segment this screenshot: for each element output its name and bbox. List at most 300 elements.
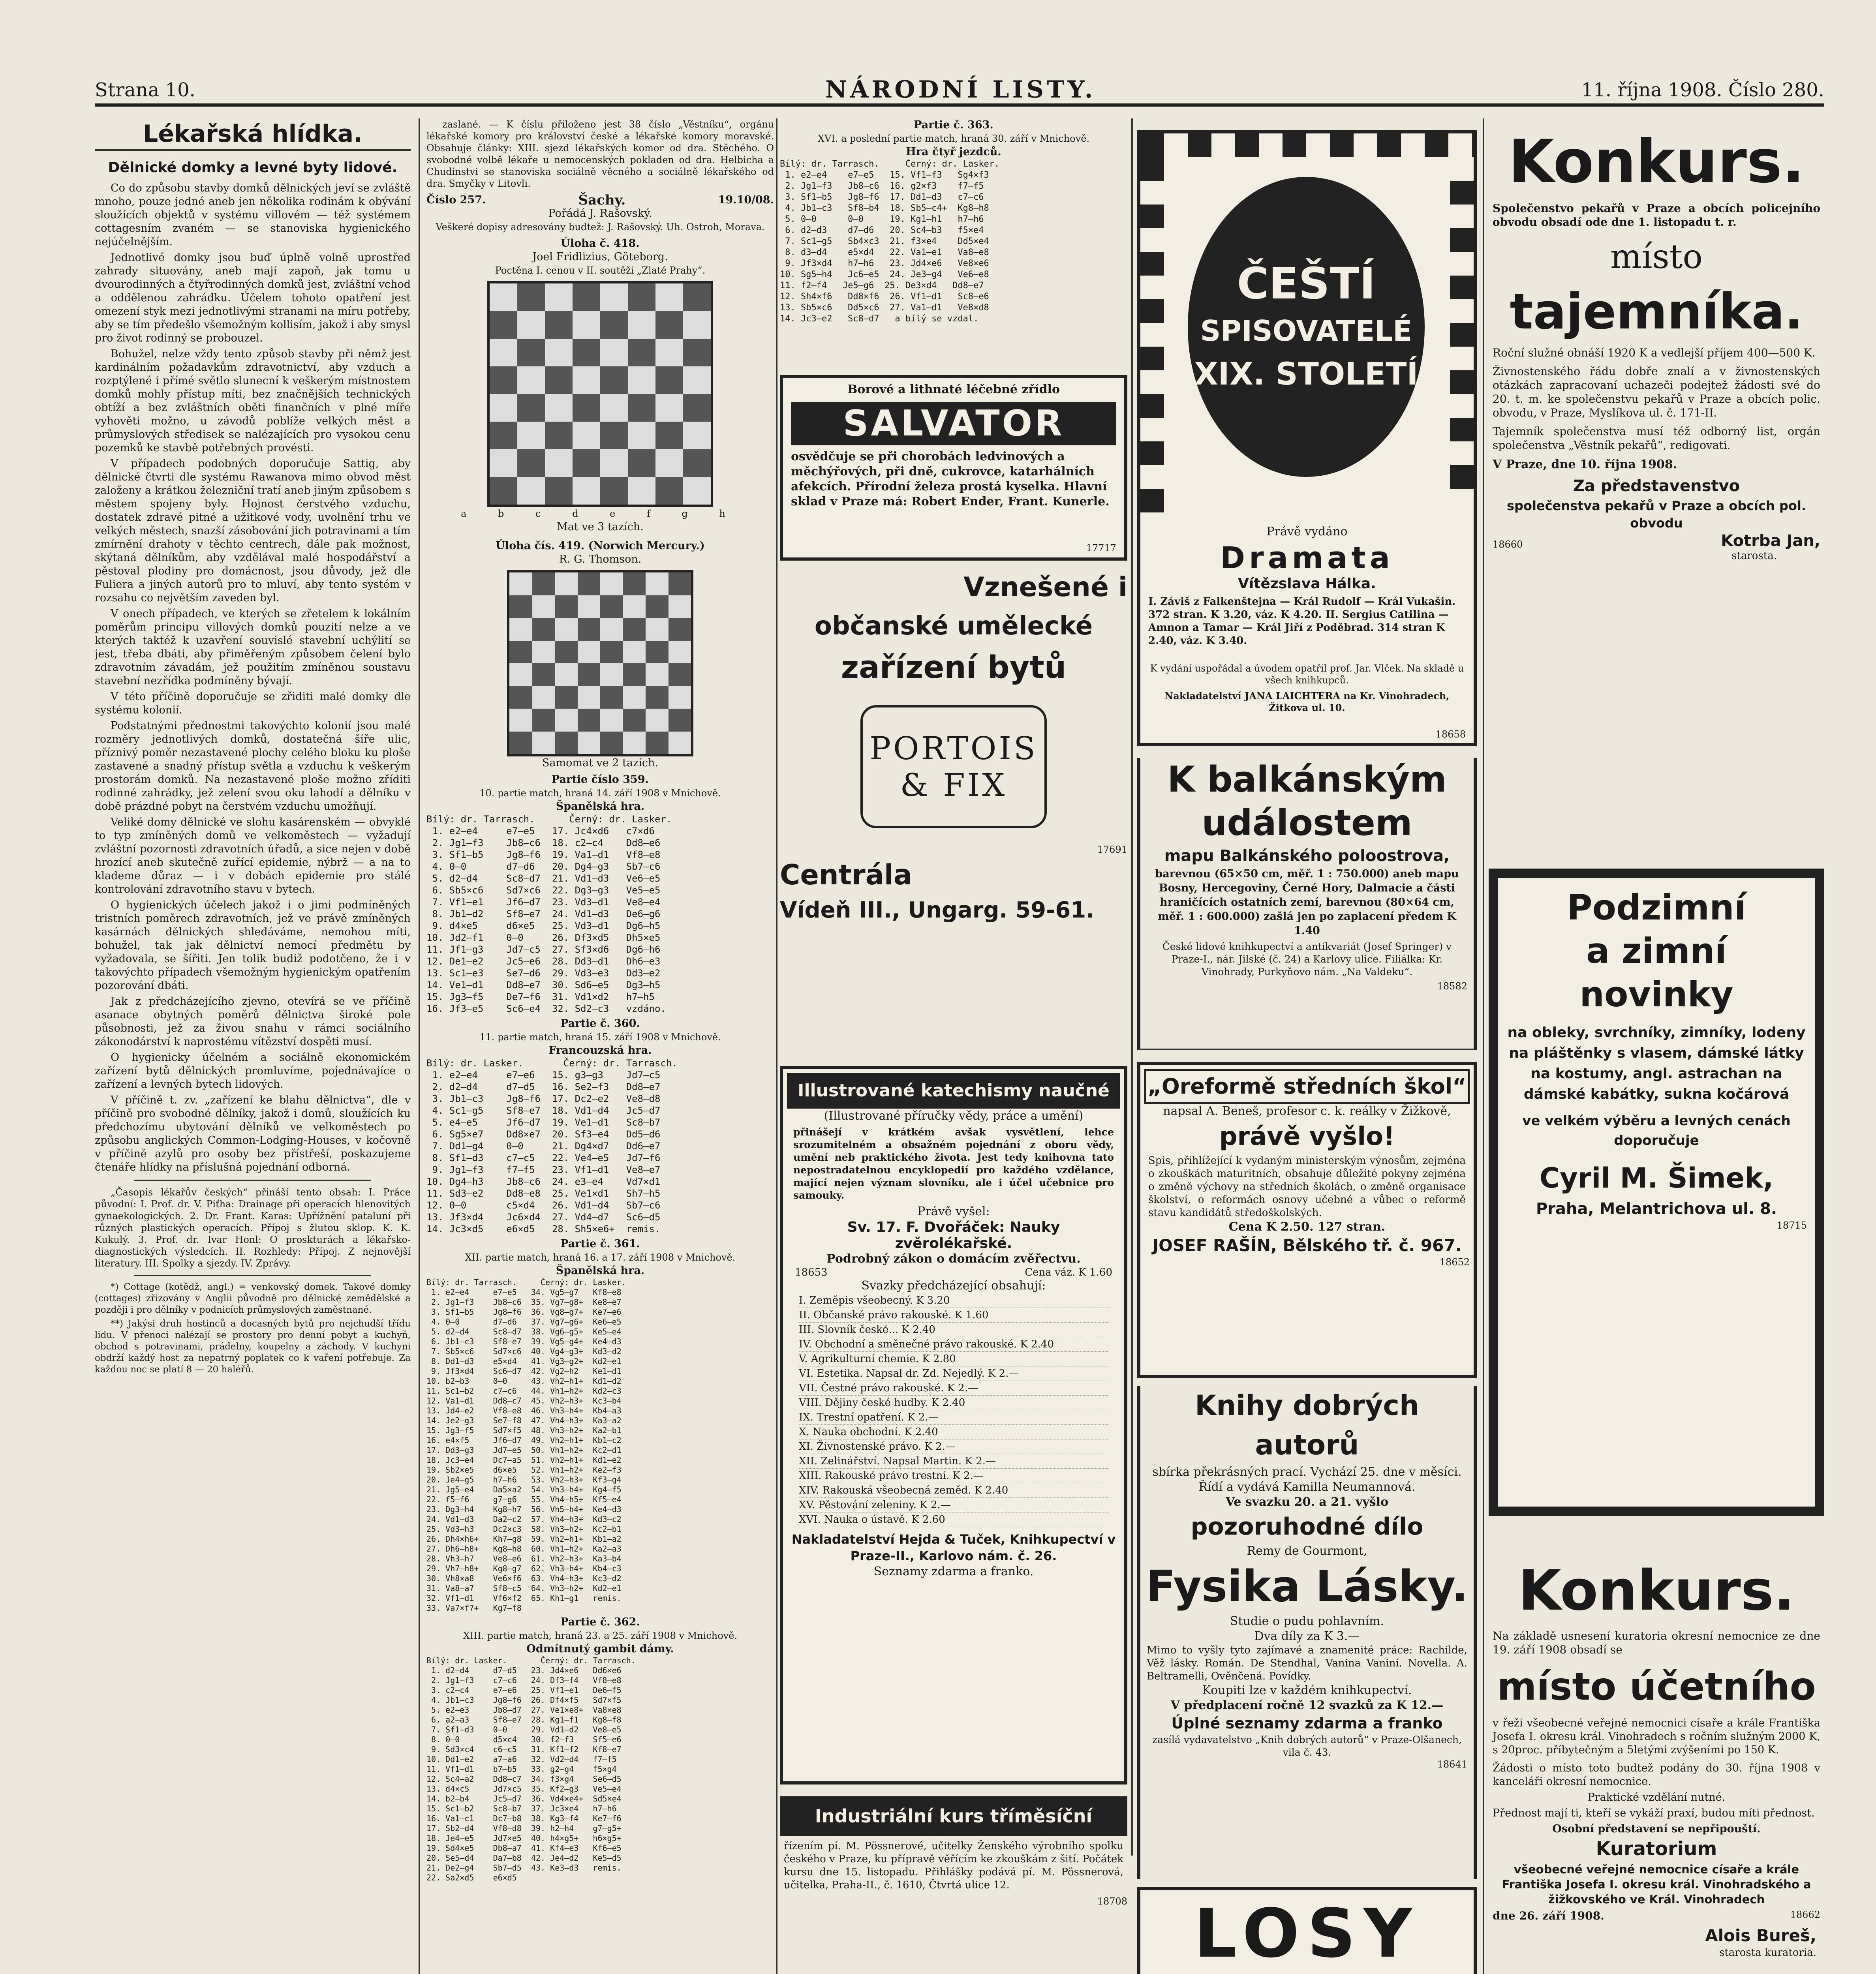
checker-border <box>1450 157 1474 512</box>
ad-subtitle: Studie o pudu pohlavním. <box>1230 1614 1384 1628</box>
ad-brand: SALVATOR <box>791 402 1116 445</box>
issue-date: 11. října 1908. Číslo 280. <box>1581 79 1824 101</box>
column-chess <box>426 118 774 1974</box>
board-square <box>655 477 683 505</box>
board-square <box>490 311 517 339</box>
board-square <box>555 709 578 732</box>
ad-text: Živnostenského řádu dobře znalí a v živnostenských otázkách zapracovaní uchazeči podejtež žádosti své do 20. t. m. ke společenstvu pekařů v Praze a obcích polic. obvodu, v Praze, Myslíkova ul. č. 171-II. <box>1493 365 1820 419</box>
board-square <box>545 339 573 366</box>
board-square <box>555 595 578 618</box>
ad-text: sbírka překrásných prací. Vychází 25. dne v měsíci. Řídí a vydává Kamilla Neumannová. <box>1152 1465 1462 1494</box>
board-square <box>646 709 669 732</box>
board-square <box>646 663 669 686</box>
board-square <box>628 283 655 311</box>
ad-title: Konkurs. <box>1518 1559 1795 1623</box>
chess-address: Veškeré dopisy adresovány budtež: J. Rašovský. Uh. Ostroh, Morava. <box>436 221 765 233</box>
list-item: IV. Obchodní a směnečné právo rakouské. K 2.40 <box>799 1337 1108 1352</box>
board-square <box>490 283 517 311</box>
checker-border <box>1140 133 1474 157</box>
ad-date: V Praze, dne 10. října 1908. <box>1493 458 1677 471</box>
notice: zaslané. — K číslu přiloženo jest 38 číslo „Věstníku“, orgánu lékařské komory pro království české a lékařské komory moravské. Obsahuje články: XIII. sjezd lékařských komor od dra. Stěchého. O svobodné volbě lékaře u nemocenských pokladen od dra. Helbicha a Chudinstvi se stanoviska sociálně věcného a sociálně lékařského od dra. Smyčky v Litovli. <box>426 119 774 189</box>
game-title: Partie číslo 359. <box>552 773 649 786</box>
game-title: Partie č. 363. <box>914 119 993 131</box>
board-square <box>573 449 600 477</box>
list-item: X. Nauka obchodní. K 2.40 <box>799 1425 1108 1439</box>
board-square <box>517 422 545 449</box>
board-square <box>600 283 628 311</box>
game-subtitle: 10. partie match, hraná 14. září 1908 v Mnichově. <box>479 788 721 799</box>
game-title: Partie č. 362. <box>560 1616 640 1628</box>
board-square <box>545 422 573 449</box>
ad-text: na obleky, svrchníky, zimníky, lodeny na pláštěnky s vlasem, dámské látky na kostumy, angl. astrachan na dámské kabátky, sukna kočárová <box>1507 1025 1806 1102</box>
ad-label: všeobecné veřejné nemocnice císaře a krále Františka Josefa I. okresu král. Vinohradského a žižkovského ve Král. Vinohradech <box>1502 1863 1811 1906</box>
board-square <box>623 641 646 664</box>
ad-text: Žádosti o místo toto budtež podány do 30. října 1908 v kanceláři okresní nemocnice. <box>1493 1762 1820 1788</box>
board-square <box>578 686 601 709</box>
board-square <box>509 663 532 686</box>
column-medical <box>95 118 411 1974</box>
board-square <box>517 394 545 422</box>
board-square <box>655 422 683 449</box>
board-square <box>669 686 691 709</box>
board-square <box>578 572 601 595</box>
board-square <box>669 618 691 641</box>
board-square <box>623 732 646 754</box>
ad-reforma <box>1137 1062 1477 1378</box>
board-square <box>628 422 655 449</box>
ad-title: XIX. STOLETÍ <box>1194 357 1418 392</box>
game-moves: Bílý: dr. Tarrasch. Černý: dr. Lasker. 1. e2—e4 e7—e5 15. Vf1—f3 Sg4×f3 2. Jg1—f3 Jb8—c6 16. g2×f3 f7—f5 3. Sf1—b5 Jg8—f6 17. Dd1—d3 c7—c6 4. Jb1—c3 Sf8—b4 18. Sb5—c4+ Kg8—h8 5. 0—0 0—0 19. Kg1—h1 h7—h6 6. d2—d3 d7—d6 20. Sc4—b3 f5×e4 7. Sc1—g5 Sb4×c3 21. f3×e4 Dd5×e4 8. d3—d4 e5×d4 22. Va1—e1 Va8—e8 9. Jf3×d4 h7—h6 23. Jd4×e6 Ve8×e6 10. Sg5—h4 Jc6—e5 24. Je3—g4 Ve6—e8 11. f2—f4 Je5—g6 25. De3×d4 Dd8—e7 12. Sh4×f6 Dd8×f6 26. Vf1—d1 Sc8—e6 13. Sb5×c6 Dd5×c6 27. Va1—d1 Ve8×d8 14. Jc3—e2 Sc8—d7 a bílý se vzdal. <box>780 159 1000 324</box>
paragraph: Jednotlivé domky jsou buď úplně volně uprostřed zahrady situovány, aneb mají zapoň, jak tomu u dvourodinných a čtyřrodinných domků jest, zvláštní vchod a oddělenou zahrádku. Účelem tohoto opatření jest omezení styk mezi jednotlivými stranami na míru potřeby, aby se tím předešlo všemožným kollisím, jakož i aby smysl pro život rodinný se probouzel. <box>95 251 411 344</box>
board-square <box>573 339 600 366</box>
ad-label: Právě vydáno <box>1266 525 1348 539</box>
board-square <box>600 366 628 394</box>
game-title: Partie č. 361. <box>560 1238 640 1250</box>
ad-label: Kuratorium <box>1596 1838 1717 1860</box>
board-square <box>683 339 711 366</box>
ad-price: Cena váz. K 1.60 <box>1025 1267 1112 1278</box>
board-square <box>683 283 711 311</box>
column-divider <box>1483 118 1484 1974</box>
board-square <box>628 339 655 366</box>
board-square <box>669 709 691 732</box>
ad-title: Konkurs. <box>1508 128 1805 196</box>
board-square <box>517 339 545 366</box>
ad-logo <box>860 705 1047 828</box>
ad-konkurs-nemocnice <box>1489 1556 1824 1974</box>
ad-note: Koupiti lze v každém knihkupectví. <box>1202 1683 1412 1697</box>
paragraph: Jak z předcházejícího zjevno, otevírá se ve příčině asanace obytných poměrů dělnictva široké pole působnosti, jež za živou snahu v rámci sociálního zákonodárství k naprostému vítězství dospěti musí. <box>95 995 411 1048</box>
ad-text: Osobní představení se nepřipouští. <box>1552 1823 1761 1835</box>
ad-label: místo <box>1610 237 1703 276</box>
board-square <box>628 311 655 339</box>
ad-role: starosta. <box>1731 550 1777 562</box>
ad-book-title: Fysika Lásky. <box>1146 1561 1469 1612</box>
chess-title: Šachy. <box>578 192 626 208</box>
board-square <box>646 618 669 641</box>
section-title: Lékařská hlídka. <box>95 118 411 151</box>
board-square <box>628 477 655 505</box>
column-divider <box>419 118 420 1974</box>
list-item: III. Slovník české... K 2.40 <box>799 1323 1108 1337</box>
game-opening: Španělská hra. <box>556 1265 645 1277</box>
board-square <box>532 641 555 664</box>
board-square <box>517 311 545 339</box>
ad-spisovatele <box>1137 130 1477 746</box>
ad-signature: Alois Bureš, <box>1705 1926 1816 1945</box>
board-square <box>509 686 532 709</box>
game-opening: Francouzská hra. <box>548 1044 652 1056</box>
board-square <box>517 283 545 311</box>
game-opening: Španělská hra. <box>556 800 645 812</box>
ad-note: V předplacení ročně 12 svazků za K 12.— <box>1170 1698 1444 1712</box>
paragraph: „Časopis lékařův českých“ přináší tento obsah: I. Práce původní: I. Prof. dr. V. Piťha: Drainage při operacích hlenovitých gynaekologických. 2. Dr. Frant. Karas: Upřížnění pataluní při různých plastických operacích. Přípoj s žlutou sklop. K. K. Kukulý. 3. Prof. dr. Ivar Honl: O proskturách a lékařsko-diagnostických výsledcích. II. Rozhledy: Přípoj. Z nejnovější literatury. III. Spolky a sjezdy. IV. Zprávy. <box>95 1187 411 1269</box>
ad-text: Přednost mají ti, kteří se vykáží praxí, budou míti přednost. <box>1493 1807 1815 1819</box>
board-square <box>600 449 628 477</box>
chess-number: Číslo 257. <box>426 194 486 206</box>
board-square <box>655 366 683 394</box>
paragraph: V případech podobných doporučuje Sattig, aby dělnické čtvrti dle systému Rawanova mimo obvod měst založeny a krátkou železniční tratí aneb jiným způsobem s městem spojeny byly. Hojnost čerstvého vzduchu, dostatek zdravé pitné a užitkové vody, uvolnění trhu ve velkých městech, snazší zásobování jich potravinami a tím zmírnění drahoty v těchto centrech, dále pak možnost, skýtaná dělníkům, aby vzdělával malé hospodářství a pěstoval plodiny pro domácnost, jsou důvody, jež dle Fuliera a jiných autorů pro to mluví, aby tento systém v rozsahu co největším zaveden byl. <box>95 458 411 604</box>
list-item: XI. Živnostenské právo. K 2.— <box>799 1439 1108 1454</box>
board-square <box>623 595 646 618</box>
board-square <box>600 709 623 732</box>
board-square <box>555 572 578 595</box>
board-square <box>600 572 623 595</box>
board-square <box>509 572 532 595</box>
ad-text: Roční služné obnáší 1920 K a vedlejší příjem 400—500 K. <box>1493 346 1816 359</box>
board-square <box>655 449 683 477</box>
ad-number: 18641 <box>1437 1759 1467 1770</box>
paragraph: Podstatnými přednostmi takovýchto kolonií jsou malé rozměry jednotlivých domků, dostatečná šíře ulic, příznivý poměr nezastavené plochy celého bloku ku ploše zastavené a snadný přístup světla a vzduchu k veškerým prostorám domků. Na nezastavené ploše možno zříditi rodinné zahrádky, jež zelení svou oku lahodí a dělníku v době prázdné pobyt na čerstvém vzduchu umožňují. <box>95 720 411 812</box>
ad-headline: tajemníka. <box>1510 283 1803 340</box>
newspaper-title: NÁRODNÍ LISTY. <box>825 76 1096 103</box>
problem-caption: Mat ve 3 tazích. <box>557 521 644 533</box>
ad-number: 18653 <box>795 1267 828 1278</box>
problem-title: Úloha čís. 419. (Norwich Mercury.) <box>496 540 705 552</box>
board-square <box>646 686 669 709</box>
game-title: Partie č. 360. <box>560 1017 640 1030</box>
ad-number: 17717 <box>1086 542 1116 554</box>
checker-border <box>1140 157 1164 512</box>
ad-title: Illustrované katechismy naučné <box>787 1073 1120 1109</box>
board-square <box>646 641 669 664</box>
list-item: VIII. Dějiny české hudby. K 2.40 <box>799 1396 1108 1410</box>
ad-publisher: Nakladatelství Hejda & Tuček, Knihkupectví v Praze-II., Karlovo nám. č. 26. <box>791 1532 1116 1563</box>
board-square <box>600 686 623 709</box>
game-opening: Hra čtyř jezdců. <box>906 146 1001 158</box>
board-square <box>509 709 532 732</box>
ad-title: „Oreformě středních škol“ <box>1144 1069 1470 1104</box>
ad-headline: Úplné seznamy zdarma a franko <box>1171 1715 1443 1732</box>
paragraph: V onech případech, ve kterých se zřetelem k lokálním poměrům principu villových domků pouzití nelze a ve kterých taktéž k uzavření souvislé stavební uchýlití se jest, třeba dbáti, aby přiměřeným způsobem čelení bylo zdravotním závadám, jež použitím zmíněnou soustavu stavební nezřídka podmíněny bývají. <box>95 608 411 687</box>
ad-number: 18652 <box>1439 1257 1470 1268</box>
list-item: V. Agrikulturní chemie. K 2.80 <box>799 1352 1108 1366</box>
ad-headline: místo účetního <box>1497 1664 1816 1709</box>
board-square <box>509 595 532 618</box>
board-square <box>578 595 601 618</box>
board-square <box>600 595 623 618</box>
ad-line: zařízení bytů <box>841 650 1067 685</box>
board-square <box>545 311 573 339</box>
board-square <box>600 394 628 422</box>
ad-title: novinky <box>1579 974 1733 1015</box>
board-square <box>623 686 646 709</box>
ad-number: 17691 <box>1097 844 1127 855</box>
board-square <box>683 449 711 477</box>
list-item: XV. Pěstování zeleniny. K 2.— <box>799 1498 1108 1512</box>
ad-headline: právě vyšlo! <box>1219 1122 1395 1151</box>
ad-headline: Sv. 17. F. Dvořáček: Nauky zvěrolékařské. <box>847 1219 1060 1252</box>
ad-portois <box>780 569 1127 1062</box>
paragraph: O hygienických účelech jakož i o jimi podmíněných tristních poměrech zdravotních, jež ve právě zmíněných kasárnách dělnických shledáváme, nemohou míti, bohužel, tak jak dělnictví nemocí předmětu by vyžadovala, se šířiti. Jen tolik budiž podotčeno, že i v takovýchto případech všemožným hygienickým opatřením pozorování dbáti. <box>95 899 411 992</box>
volume-list <box>787 1293 1120 1527</box>
column-divider <box>776 118 777 1974</box>
ad-number: 18660 <box>1493 539 1523 550</box>
chess-board <box>487 281 713 507</box>
board-square <box>490 394 517 422</box>
ad-author: Vítězslava Hálka. <box>1238 576 1376 592</box>
paragraph: Co do způsobu stavby domků dělnických jeví se zvláště mnoho, pouze jedné aneb jen několika rodinám k obývání sloužících objektů v systému villovém — též systémem cottagesním zvaném — se stanoviska hygienického nejúčelnějším. <box>95 182 411 248</box>
board-square <box>545 477 573 505</box>
board-square <box>683 311 711 339</box>
board-square <box>578 641 601 664</box>
board-square <box>623 572 646 595</box>
paragraph: Bohužel, nelze vždy tento způsob stavby při němž jest kardinálním požadavkům zdravotnictví, aby vzduch a rozptýlené i přímé světlo slunecní k veškerým místnostem domků mohly přístup míti, bez značnějších technických obtíží a bez zvláštních oběti finančních v plné míře vyhověti možno, u závodů poblíže velkých měst a průmyslových středisek se nalézajících pro vysokou cenu pozemků ke stavbě potřebných provésti. <box>95 348 411 454</box>
board-square <box>683 477 711 505</box>
board-square <box>545 394 573 422</box>
ad-text: řízením pí. M. Pössnerové, učitelky Ženského výrobního spolku českého v Praze, ku přípravě věřícím ke zkouškám z šití. Počátek kursu dne 15. listopadu. Přihlášky podává pí. M. Pössnerová, učitelka, Praha-II., č. 1610, Čtvrtá ulice 12. <box>784 1840 1123 1891</box>
problem-note: Poctěna I. cenou v II. soutěži „Zlaté Prahy“. <box>495 265 706 276</box>
ad-title: Industriální kurs tříměsíční <box>780 1796 1127 1836</box>
problem-author: Joel Fridlizius, Göteborg. <box>532 251 668 263</box>
ad-text: Podrobný zákon o domácím zvěřectvu. <box>826 1252 1081 1266</box>
board-square <box>646 732 669 754</box>
game-moves: Bílý: dr. Tarrasch. Černý: dr. Lasker. 1. e2—e4 e7—e5 17. Jc4×d6 c7×d6 2. Jg1—f3 Jb8—c6 18. c2—c4 Dd8—e6 3. Sf1—b5 Jg8—f6 19. Va1—d1 Vf8—e8 4. 0—0 d7—d6 20. Dg4—g3 Sb7—c6 5. d2—d4 Sc8—d7 21. Vd1—d3 Ve6—e5 6. Sb5×c6 Sd7×c6 22. Dg3—g3 Ve5—e5 7. Vf1—e1 Jf6—d7 23. Vd3—d1 Ve8—e4 8. Jb1—d2 Sf8—e7 24. Vd1—d3 De6—g6 9. d4×e5 d6×e5 25. Vd3—d1 Dg6—h5 10. Jd2—f1 0—0 26. Df3×d5 Dh5×e5 11. Jf1—g3 Jd7—c5 27. Sf3×d6 Dg6—h6 12. De1—e2 Jc5—e6 28. Dd3—d1 Dh6—e3 13. Sc1—e3 Se7—d6 29. Vd3—e3 Dd3—e2 14. Ve1—d1 Dd8—e7 30. Sd6—e5 Dg3—h5 15. Jg3—f5 De7—f6 31. Vd1×d2 h7—h5 16. Jf3—e5 Sc6—e4 32. Sd2—c3 vzdáno. <box>426 814 672 1014</box>
game-subtitle: XVI. a poslední partie match, hraná 30. září v Mnichově. <box>817 133 1090 144</box>
board-square <box>600 732 623 754</box>
chess-editor: Pořádá J. Rašovský. <box>548 207 652 220</box>
board-square <box>490 339 517 366</box>
ad-title: SPISOVATELÉ <box>1200 314 1412 347</box>
board-square <box>490 477 517 505</box>
ad-text: Tajemník společenstva musí též odborný list, orgán společenstva „Věstník pekařů“, redigovati. <box>1493 425 1820 452</box>
board-square <box>623 663 646 686</box>
board-square <box>545 449 573 477</box>
ad-publisher: zasílá vydavatelstvo „Knih dobrých autorů“ v Praze-Olšanech, vila č. 43. <box>1152 1734 1462 1758</box>
column-divider <box>1131 118 1133 1856</box>
board-square <box>532 572 555 595</box>
ad-number: 18662 <box>1790 1909 1820 1920</box>
ad-text: ve velkém výběru a levných cenách doporučuje <box>1522 1113 1791 1148</box>
ad-brand: PORTOIS & FIX <box>869 730 1038 803</box>
ad-subtitle: Borové a lithnaté léčebné zřídlo <box>847 383 1060 396</box>
ad-subtitle: (Illustrované příručky vědy, práce a umění) <box>824 1109 1084 1123</box>
footnote: **) Jakýsi druh hostinců a docasných bytů pro nejchudší třídu lidu. V přenoci nalézají se prostory pro denní pobyt a kuchyň, obchod s potravinami, prádelny, koupelny a záchody. V kuchyni obdrží každý host za nepatrný poplatek co k vaření potřebuje. Za každou noc se platí 8 — 20 haléřů. <box>95 1319 411 1375</box>
list-item: XIII. Rakouské právo trestní. K 2.— <box>799 1469 1108 1483</box>
ad-emblem <box>1188 177 1425 477</box>
ad-price: Cena K 2.50. 127 stran. <box>1228 1220 1386 1234</box>
ad-title: LOSY <box>1194 1895 1420 1973</box>
board-square <box>669 663 691 686</box>
board-square <box>532 709 555 732</box>
ad-text: Spis, přihlížející k vydaným ministerským výnosům, zejména o zkouškách maturitních, obsahuje důležité pokyny zejména o změně výchovy na středních školách, o změně organisace školství, o reformách osnovy učebné a vůbec o reformě stavu kandidátů středoškolských. <box>1148 1155 1466 1219</box>
board-files: a b c d e f g h <box>461 508 740 519</box>
list-item: XVI. Nauka o ústavě. K 2.60 <box>799 1512 1108 1527</box>
board-square <box>655 311 683 339</box>
paragraph: V příčině t. zv. „zařízení ke blahu dělnictva“, dle v příčině pro svobodné dělníky, jakož i domů, sloužících ku předchozímu ubytování dělníků ve velkoměstech po způsobu anglických Common-Lodging-Houses, v kočovně v příčině azylů pro osoby bez přístřeší, poskazujeme čtenáře hlídky na příslušná pojednání odborná. <box>95 1094 411 1173</box>
ad-text: barevnou (65×50 cm, měř. 1 : 750.000) aneb mapu Bosny, Hercegoviny, Černé Hory, Dalmacie a části hraničících ostatních zemí, barevnou (80×64 cm, měř. 1 : 600.000) zašlá jen po zaplacení předem K 1.40 <box>1155 868 1459 937</box>
board-square <box>509 732 532 754</box>
board-square <box>545 283 573 311</box>
ad-note: Seznamy zdarma a franko. <box>873 1565 1034 1578</box>
ad-text: Na základě usnesení kuratoria okresní nemocnice ze dne 19. září 1908 obsadí se <box>1493 1629 1820 1656</box>
ad-balkan <box>1137 758 1477 1050</box>
ad-kurs <box>780 1796 1127 1974</box>
game-moves: Bílý: dr. Lasker. Černý: dr. Tarrasch. 1. e2—e4 e7—e6 15. g3—g3 Jd7—c5 2. d2—d4 d7—d5 16. Se2—f3 Dd8—e7 3. Jb1—c3 Jg8—f6 17. Dc2—e2 Ve8—d8 4. Sc1—g5 Sf8—e7 18. Vd1—d4 Jc5—d7 5. e4—e5 Jf6—d7 19. Ve1—d1 Sc8—b7 6. Sg5×e7 Dd8×e7 20. Sf3—e4 Dd5—d6 7. Dd1—g4 0—0 21. Dg4×d7 Dd6—e7 8. Sf1—d3 c7—c5 22. Ve4—e5 Jd7—f6 9. Jg1—f3 f7—f5 23. Vf1—d1 Ve8—e7 10. Dg4—h3 Jb8—c6 24. e3—e4 Vd7×d1 11. Sd3—e2 Dd8—e8 25. Ve1×d1 Sh7—h5 12. 0—0 c5×d4 26. Vd1—d4 Sb7—c6 13. Jf3×d4 Jc6×d4 27. Vd4—d7 Sc6—d5 14. Jc3×d5 e6×d5 28. Sh5×e6+ remis. <box>426 1058 678 1235</box>
board-square <box>517 366 545 394</box>
paragraph: O hygienicky účelném a sociálně ekonomickém zařízení bytů dělnických promluvíme, pojednávajíce o zařízení a levných bytech lidových. <box>95 1051 411 1090</box>
list-item: IX. Trestní opatření. K 2.— <box>799 1410 1108 1425</box>
board-square <box>600 641 623 664</box>
ad-title: událostem <box>1202 802 1412 844</box>
board-square <box>623 709 646 732</box>
ad-konkurs-pekaru <box>1489 126 1824 829</box>
ad-publisher: JOSEF RAŠÍN, Bělského tř. č. 967. <box>1152 1236 1462 1255</box>
ad-publisher: Nakladatelství JANA LAICHTERA na Kr. Vinohradech, Žitkova ul. 10. <box>1164 690 1450 713</box>
board-square <box>509 618 532 641</box>
article-heading: Dělnické domky a levné byty lidové. <box>108 159 398 176</box>
paragraph: V této příčině doporučuje se zřiditi malé domky dle systému kolonií. <box>95 691 411 716</box>
board-square <box>655 283 683 311</box>
ad-title: Knihy dobrých autorů <box>1195 1389 1419 1461</box>
ad-text: Mimo to vyšly tyto zajímavé a znamenité práce: Rachilde, Věž lásky. Román. De Stendhal, Vanina Vanini. Novella. A. Beltramelli, Ověnčená. Povídky. <box>1147 1644 1467 1682</box>
board-square <box>545 366 573 394</box>
board-square <box>669 641 691 664</box>
list-item: II. Občanské právo rakouské. K 1.60 <box>799 1308 1108 1323</box>
ad-subtitle: mapu Balkánského poloostrova, <box>1164 847 1450 865</box>
ad-text: v řeži všeobecné veřejné nemocnici císaře a krále Františka Josefa I. okresu král. Vinohradech s ročním služným 2000 K, s 20proc. příbytečným a 5letými zvýšeními po 150 K. <box>1493 1717 1820 1756</box>
game-subtitle: XII. partie match, hraná 16. a 17. září 1908 v Mnichově. <box>465 1252 736 1263</box>
game-opening: Odmítnutý gambit dámy. <box>526 1643 674 1655</box>
board-square <box>623 618 646 641</box>
ad-text: Praktické vzdělání nutné. <box>1587 1791 1726 1803</box>
board-square <box>532 595 555 618</box>
ad-number: 18715 <box>1776 1220 1807 1231</box>
problem-author: R. G. Thomson. <box>559 553 642 565</box>
board-square <box>578 732 601 754</box>
board-square <box>628 394 655 422</box>
ad-text: přinášejí v krátkém avšak vysvětlení, lehce srozumitelném a obsažném pojednání z oboru vědy, umění neb praktického života. Jest tedy knihovna tato nepostradatelnou encyklopedií pro každého vzdělance, mající nejen význam slovníku, ale i účel učebnice pro samouky. <box>793 1126 1114 1201</box>
ad-label: Za představenstvo <box>1573 477 1740 495</box>
board-square <box>509 641 532 664</box>
board-square <box>628 449 655 477</box>
game-subtitle: 11. partie match, hraná 15. září 1908 v Mnichově. <box>479 1032 721 1043</box>
board-square <box>555 686 578 709</box>
board-square <box>600 477 628 505</box>
ad-headline: Dramata <box>1220 540 1394 575</box>
board-square <box>573 311 600 339</box>
board-square <box>655 339 683 366</box>
board-square <box>600 422 628 449</box>
ad-author: napsal A. Beneš, profesor c. k. reálky v Žižkově, <box>1163 1104 1451 1118</box>
ad-title: K balkánským <box>1167 759 1447 800</box>
ad-title: ČEŠTÍ <box>1237 258 1376 309</box>
ad-note: K vydání uspořádal a úvodem opatřil prof. Jar. Vlček. Na skladě u všech knihkupců. <box>1150 663 1464 686</box>
game-moves: Bílý: dr. Tarrasch. Černý: dr. Lasker. 1. e2—e4 e7—e5 34. Vg5—g7 Kf8—e8 2. Jg1—f3 Jb8—c6 35. Vg7—g8+ Ke8—e7 3. Sf1—b5 Jg8—f6 36. Vg8—g7+ Ke7—e6 4. 0—0 d7—d6 37. Vg7—g6+ Ke6—e5 5. d2—d4 Sc8—d7 38. Vg6—g5+ Ke5—e4 6. Jb1—c3 Sf8—e7 39. Vg5—g4+ Ke4—d3 7. Sb5×c6 Sd7×c6 40. Vg4—g3+ Kd3—d2 8. Dd1—d3 e5×d4 41. Vg3—g2+ Kd2—e1 9. Jf3×d4 Sc6—d7 42. Vg2—h2 Ke1—d1 10. b2—b3 0—0 43. Vh2—h1+ Kd1—d2 11. Sc1—b2 c7—c6 44. Vh1—h2+ Kd2—c3 12. Va1—d1 Dd8—c7 45. Vh2—h3+ Kc3—b4 13. Jd4—e2 Vf8—e8 46. Vh3—h4+ Kb4—a3 14. Je2—g3 Se7—f8 47. Vh4—h3+ Ka3—a2 15. Jg3—f5 Sd7×f5 48. Vh3—h2+ Ka2—b1 16. e4×f5 Jf6—d7 49. Vh2—h1+ Kb1—c2 17. Dd3—g3 Jd7—e5 50. Vh1—h2+ Kc2—d1 18. Jc3—e4 Dc7—a5 51. Vh2—h1+ Kd1—e2 19. Sb2×e5 d6×e5 52. Vh1—h2+ Ke2—f3 20. Je4—g5 h7—h6 53. Vh2—h3+ Kf3—g4 21. Jg5—e4 Da5×a2 54. Vh3—h4+ Kg4—f5 22. f5—f6 g7—g6 55. Vh4—h5+ Kf5—e4 23. Dg3—h4 Kg8—h7 56. Vh5—h4+ Ke4—d3 24. Vd1—d3 Da2—c2 57. Vh4—h3+ Kd3—c2 25. Vd3—h3 Dc2×c3 58. Vh3—h2+ Kc2—b1 26. Dh4×h6+ Kh7—g8 59. Vh2—h1+ Kb1—a2 27. Dh6—h8+ Kg8—h8 60. Vh1—h2+ Ka2—a3 28. Vh3—h7 Ve8—e6 61. Vh2—h3+ Ka3—b4 29. Vh7—h8+ Kg8—g7 62. Vh3—h4+ Kb4—c3 30. Vh8×a8 Ve6×f6 63. Vh4—h3+ Kc3—d2 31. Va8—a7 Sf8—c5 64. Vh3—h2+ Kd2—e1 32. Vf1—d1 Vf6×f2 65. Kh1—g1 remis. 33. Va7×f7+ Kg7—f8 <box>426 1278 626 1613</box>
board-square <box>578 618 601 641</box>
board-square <box>600 339 628 366</box>
ad-label: společenstva pekařů v Praze a obcích pol. obvodu <box>1507 498 1806 531</box>
ad-line: občanské umělecké <box>814 612 1093 641</box>
ad-brand: Cyril M. Šimek, <box>1539 1162 1774 1194</box>
board-square <box>600 663 623 686</box>
ad-date: dne 26. září 1908. <box>1493 1909 1604 1922</box>
board-square <box>490 422 517 449</box>
ad-role: starosta kuratoria. <box>1719 1947 1816 1959</box>
board-square <box>532 663 555 686</box>
ad-line: Vznešené i <box>963 572 1127 603</box>
footnote: *) Cottage (kotědž, angl.) = venkovský domek. Takové domky (cottages) zřizovány v Anglii původně pro dělnické zemědělské a později i pro dělníky v podnicích průmyslových zaměstnané. <box>95 1282 411 1315</box>
ad-price: Dva díly za K 3.— <box>1254 1629 1360 1643</box>
ad-katechismy <box>780 1066 1127 1784</box>
ad-publisher: České lidové knihkupectví a antikvariát (Josef Springer) v Praze-I., nár. Jilské (č. 24) a Karlovy ulice. Filiálka: Kr. Vinohrady, Purkyňovo nám. „Na Valdeku“. <box>1162 941 1452 978</box>
masthead <box>95 76 1824 107</box>
board-square <box>555 641 578 664</box>
board-square <box>573 366 600 394</box>
board-square <box>517 449 545 477</box>
list-item: XIV. Rakouská všeobecná zeměd. K 2.40 <box>799 1483 1108 1498</box>
board-square <box>683 422 711 449</box>
board-square <box>555 732 578 754</box>
board-square <box>669 572 691 595</box>
ad-title: a zimní <box>1586 931 1727 971</box>
board-square <box>578 663 601 686</box>
ad-losy <box>1137 1887 1477 1974</box>
board-square <box>628 366 655 394</box>
ad-label: Právě vyšel: <box>917 1205 990 1218</box>
paragraph: Veliké domy dělnické ve slohu kasárenském — obvyklé to typ zmíněných domů ve velkoměstech — vyžadují zvláštní pozornosti zdravotních úřadů, a sice nejen v době hrozící aneb skutečně zuřící epidemie, nýbrž — a na to klademe důraz — i v dobách epidemie pro stálé kontrolování zdravotního stavu v bytech. <box>95 816 411 895</box>
board-square <box>573 477 600 505</box>
list-item: XII. Zelinářství. Napsal Martin. K 2.— <box>799 1454 1108 1469</box>
game-subtitle: XIII. partie match, hraná 23. a 25. září 1908 v Mnichově. <box>463 1630 738 1641</box>
ad-number: 18708 <box>1097 1896 1127 1907</box>
board-square <box>517 477 545 505</box>
ad-signature: Kotrba Jan, <box>1721 532 1820 550</box>
ad-headline: pozoruhodné dílo <box>1191 1513 1423 1541</box>
list-item: I. Zeměpis všeobecný. K 3.20 <box>799 1293 1108 1308</box>
ad-knihy <box>1137 1386 1477 1879</box>
board-square <box>600 311 628 339</box>
ad-line: Vídeň III., Ungarg. 59-61. <box>780 897 1095 923</box>
board-square <box>669 595 691 618</box>
ad-line: Centrála <box>780 859 913 891</box>
problem-title: Úloha č. 418. <box>561 237 640 250</box>
problem-caption: Samomat ve 2 tazích. <box>542 757 659 769</box>
board-square <box>532 732 555 754</box>
chess-board <box>507 570 693 756</box>
board-square <box>573 422 600 449</box>
ad-address: Praha, Melantrichova ul. 8. <box>1536 1200 1777 1218</box>
list-item: VI. Estetika. Napsal dr. Zd. Nejedlý. K 2.— <box>799 1366 1108 1381</box>
board-square <box>490 449 517 477</box>
ad-text: osvědčuje se při chorobách ledvinových a měchýřových, při dně, cukrovce, katarhálních afekcích. Přírodní železa prostá kyselka. Hlavní sklad v Praze má: Robert Ender, Frant. Kunerle. <box>791 450 1110 509</box>
ad-title: Podzimní <box>1567 887 1746 928</box>
board-square <box>555 663 578 686</box>
ad-text: Společenstvo pekařů v Praze a obcích policejního obvodu obsadí ode dne 1. listopadu t. r. <box>1493 202 1820 229</box>
board-square <box>646 595 669 618</box>
board-square <box>532 686 555 709</box>
ad-label: Svazky předcházející obsahují: <box>861 1279 1046 1293</box>
